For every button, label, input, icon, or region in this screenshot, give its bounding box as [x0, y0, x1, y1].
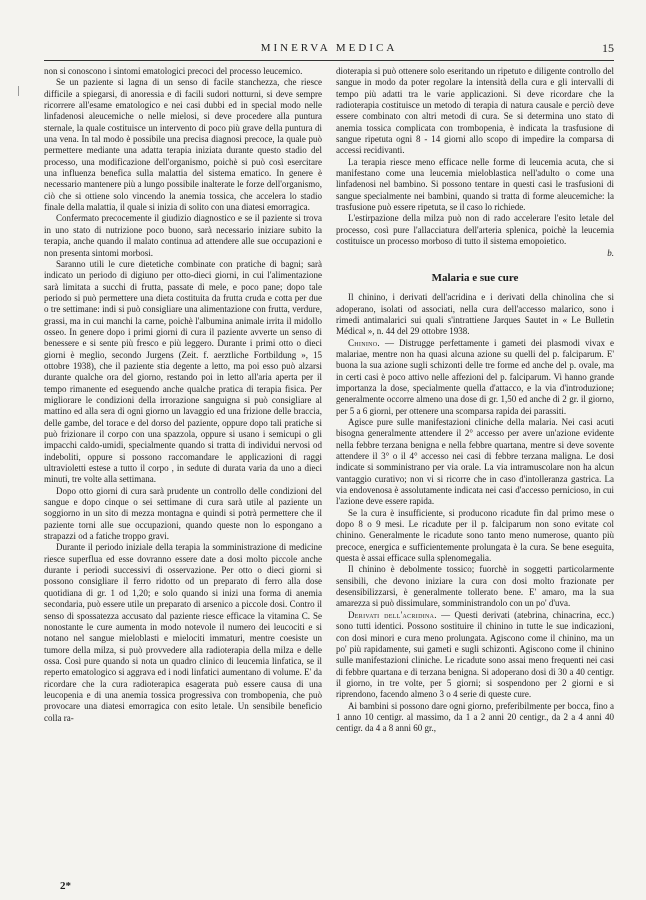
paragraph: Confermato precocemente il giudizio diagnostico e se il paziente si trova in uno stato di nutrizione poco buono, sarà necessario iniziare subito la terapia, anche quando il malato continua ad attendere alle sue occupazioni e non presenta sintomi morbosi.	[44, 213, 322, 258]
left-column	[44, 66, 322, 724]
paragraph: Il chinino è debolmente tossico; fuorchè in soggetti particolarmente sensibili, che devono iniziare la cura con dosi molto frazionate per desensibilizzarsi, è generalmente tollerato bene. E' amaro, ma la sua amarezza si può dissimulare, somministrandolo con un po' d'uva.	[336, 564, 614, 609]
paragraph: Il chinino, i derivati dell'acridina e i derivati della chinolina che si adoperano, isolati od associati, nella cura dell'accesso malarico, sono i rimedi antimalarici sui quali s'intrattiene Jarques Sautet in « Le Bulletin Médical », n. 44 del 29 ottobre 1938.	[336, 292, 614, 337]
paragraph-chinino	[336, 338, 614, 417]
runin-heading: Derivati dell'acridina.	[348, 609, 437, 620]
section-title: Malaria e sue cure	[431, 271, 519, 284]
running-title: MINERVA MEDICA	[260, 42, 398, 54]
page-header	[44, 42, 614, 56]
paragraph: non si conoscono i sintomi ematologici precoci del processo leucemico.	[44, 66, 303, 76]
runin-heading: Chinino.	[348, 337, 380, 348]
paragraph: L'estirpazione della milza può non di rado accelerare l'esito letale del processo, così pure l'allacciatura dell'arteria splenica, poichè la leucemia costituisce un processo morboso di tutto il sistema emopoietico.	[336, 213, 614, 247]
paragraph: Ai bambini si possono dare ogni giorno, preferibilmente per bocca, fino a 1 anno 10 centigr. al massimo, da 1 a 2 anni 20 centigr., da 2 a 4 anni 40 centigr. da 4 a 8 anni 60 gr.,	[336, 700, 614, 734]
paragraph: Dopo otto giorni di cura sarà prudente un controllo delle condizioni del sangue e dopo cinque o sei settimane di cura sarà utile al paziente un soggiorno in un sito di mezza montagna e quindi si potrà permettere che il paziente torni alle sue occupazioni, quando queste non lo espongano a strapazzi od a fatiche troppo gravi.	[44, 485, 322, 542]
paragraph: Agisce pure sulle manifestazioni cliniche della malaria. Nei casi acuti bisogna generalmente attendere il 2° accesso per avere un'azione evidente nella febbre terzana benigna e nella febbre quartana, mentre si deve sovente attendere il 3° o il 4° accesso nei casi di febbre terzana maligna. Le dosi indicate si somministrano per via orale. La via intramuscolare non ha alcun vantaggio curativo; non vi si ricorre che in caso d'intolleranza gastrica. La via endovenosa è assolutamente indicata nei casi d'accesso pernicioso, in cui l'azione deve essere rapida.	[336, 416, 614, 507]
paragraph: dioterapia si può ottenere solo eseritando un ripetuto e diligente controllo del sangue in modo da poter regolare la intensità della cura e gli intervalli di tempo più adatti tra le varie applicazioni. Si deve ricordare che la radioterapia costituisce un metodo di terapia di natura causale e perciò deve essere combinato con altri metodi di cura. Se si determina uno stato di anemia tossica complicata con trombopenia, è indicata la trasfusione di sangue ripetuta ogni 8 - 14 giorni allo scopo di impedire la comparsa di accessi recidivanti.	[336, 66, 614, 156]
paragraph: Durante il periodo iniziale della terapia la somministrazione di medicine riesce superflua ed esse dovranno essere date a dosi molto piccole anche durante i periodi successivi di osservazione. Per otto o dieci giorni si possono consigliare il ferro ridotto od un preparato di ferro alla dose quotidiana di gr. 1 od 1,20; e solo quando si inizi una forma di anemia secondaria, può essere utile un preparato di arsenico a piccole dosi. Contro il senso di spossatezza accusato dal paziente riesce efficace la vitamina C. Se nonostante le cure aumenta in modo notevole il numero dei leucociti e si notano nel sangue mieloblasti e mielociti immaturi, mentre coesiste un tumore della milza, si può provvedere alla radioterapia della milza e delle ossa. Così pure quando si nota un quadro clinico di leucemia linfatica, se il reperto ematologico si aggrava ed i nodi linfatici aumentano di volume. E' da ricordare che la cura radioterapica esagerata può essere causa di una leucopenia e di una anemia tossica progressiva con trombopenia, che può provocare una diatesi emorragica con esito letale. Un sensibile beneficio colla ra-	[44, 542, 322, 723]
paragraph: Se un paziente si lagna di un senso di facile stanchezza, che riesce difficile a spiegarsi, di anoressia e di facili sudori notturni, si deve sempre ricorrere all'esame ematologico e nei casi dubbi ed in special modo nelle linfadenosi aleucemiche o nelle mielosi, si deve procedere alla puntura sternale, la quale costituisce un intervento di poco più grave della puntura di una vena. In tal modo è possibile una precisa diagnosi precoce, la quale può permettere mediante una adatta terapia iniziata durante questo stadio del processo, una modificazione dell'organismo, poichè si può così esercitare una influenza benefica sulla malattia del sistema ematico. In genere è necessario mantenere più a lungo possibile inalterate le forze dell'organismo, ciò che si ottiene solo vincendo la anemia tossica, che accelera lo stadio finale della malattia, il quale si inizia di solito con una diatesi emorragica.	[44, 77, 322, 213]
signature-mark: 2*	[60, 880, 71, 892]
paragraph-text: — Distrugge perfettamente i gameti dei plasmodi vivax e malariae, mentre non ha quasi alcuna azione su quelli del p. falciparum. E' buona la sua azione sugli schizonti delle tre forme ed anche del p. ovale, ma in certi casi è poco attivo nelle affezioni del p. falciparum. Vi hanno grande importanza la dose, specialmente quella d'attacco, e la via d'introduzione; generalmente occorre almeno una dose di gr. 1,50 ed anche di 2 gr. il giorno, per 5 a 6 giorni, per ottenere una scomparsa rapida dei parassiti.	[336, 337, 614, 416]
paragraph: La terapia riesce meno efficace nelle forme di leucemia acuta, che si manifestano come una leucemia mieloblastica nell'adulto o come una linfadenosi nel bambino. Si possono tentare in questi casi le trasfusioni di sangue specialmente nei bambini, quando si tratta di forme aleucemiche: la trasfusione può essere ripetuta, se il caso lo richiede.	[336, 156, 614, 213]
paragraph: Saranno utili le cure dietetiche combinate con pratiche di bagni; sarà indicato un periodo di digiuno per otto-dieci giorni, in cui l'alimentazione sarà limitata a succhi di frutta, passate di mele, e poco pane; dopo tale periodo si può permettere una dieta costituita da frutta cruda e cotta per due o tre settimane: indi si può consigliare una alimentazione con frutta, verdure, grassi, ma in cui manchi la carne, poichè l'albumina animale irrita il midollo osseo. In genere dopo i primi giorni di cura il paziente avverte un senso di benessere e si sente più fresco e più leggero. Durante i primi otto o dieci giorni è meglio, secondo Jurgens (Zeit. f. aerztliche Fortbildung », 15 ottobre 1938), che il paziente stia degente a letto, ma poi esso può alzarsi durante qualche ora del giorno, restando poi in letto all'aria aperta per il tempo rimanente ed eseguendo anche qualche pratica di terapia fisica. Per migliorare le condizioni della irrorazione sanguigna si può consigliare al mattino ed alla sera di ogni giorno un lavaggio ed una frizione delle braccia, delle gambe, del torace e del dorso del paziente, oppure dopo tali pratiche si può frizionare il corpo con una spazzola, oppure si usano i semicupi o gli impacchi caldo-umidi, specialmente quando si tratta di individui nervosi od indeboliti, oppure si possono raccomandare le applicazioni di raggi ultravioletti estese a tutto il corpo , in sedute di durata varia da uno a dieci minuti, tre volte alla settimana.	[44, 258, 322, 485]
header-rule	[44, 60, 614, 61]
margin-mark	[18, 86, 19, 96]
paragraph: Se la cura è insufficiente, si producono ricadute fin dal primo mese o dopo 8 o 9 mesi. Le ricadute per il p. falciparum non sono evitate col chinino. Generalmente le ricadute sono tanto meno numerose, quanto più precoce, energica e sufficientemente prolungata è la cura. Se bene eseguita, questa è assai efficace sulla splenomegalia.	[336, 507, 614, 564]
author-initial: b.	[607, 247, 614, 258]
paragraph-text: — Questi derivati (atebrina, chinacrina, ecc.) sono tutti identici. Possono sostituire il chinino in tutte le sue indicazioni, con dosi minori e cura meno prolungata. Agiscono come il chinino, ma un po' più rapidamente, sui gameti e sugli schizonti. Agiscono come il chinino sulle manifestazioni cliniche. Le ricadute sono assai meno frequenti nei casi di febbre quartana e di terzana benigna. Si adoperano dosi di 30 a 40 centigr. il giorno, in tre volte, per 5 giorni; si sospendono per 2 giorni e si riprendono, facendo almeno 3 o 4 serie di queste cure.	[336, 609, 614, 700]
page-number: 15	[602, 41, 614, 55]
paragraph-acridina	[336, 610, 614, 701]
right-column	[336, 66, 614, 735]
